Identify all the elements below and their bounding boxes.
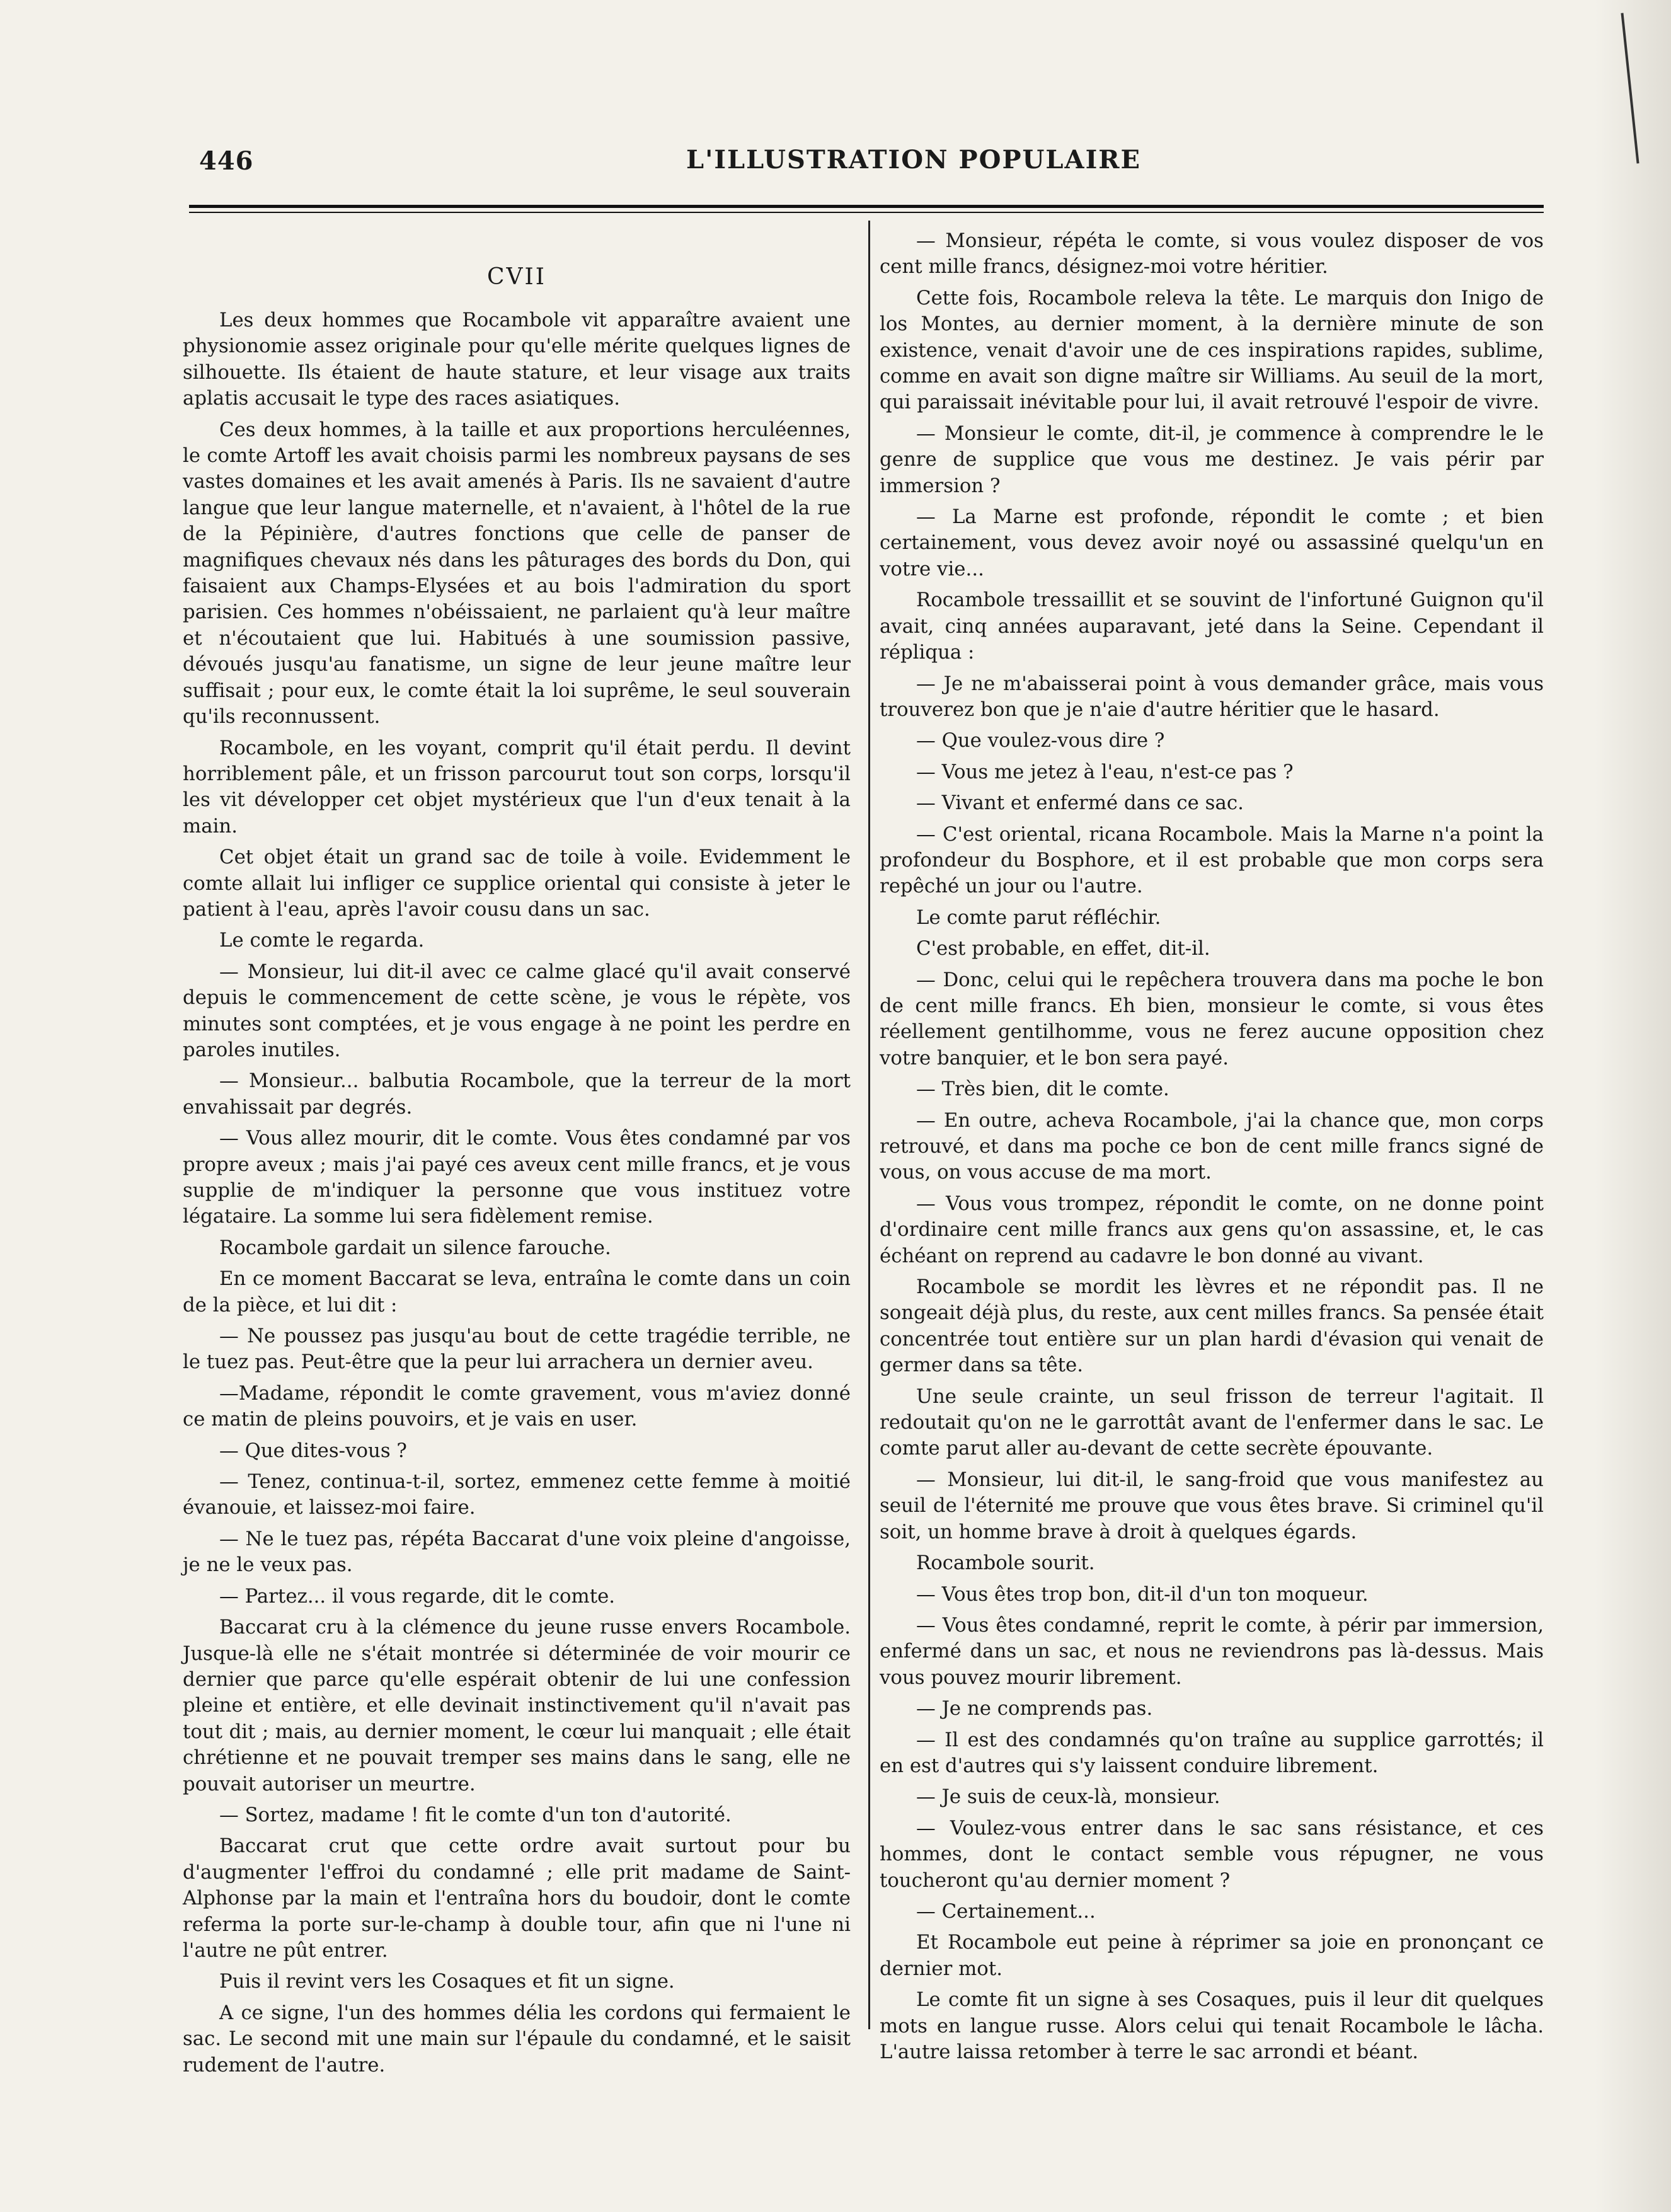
left-column bbox=[183, 263, 851, 2083]
paragraph: — Vivant et enfermé dans ce sac. bbox=[916, 792, 1244, 815]
chapter-heading: CVII bbox=[487, 264, 546, 290]
paragraph: — Il est des condamnés qu'on traîne au supplice garrottés; il en est d'autres qui s'y laissent conduire librement. bbox=[880, 1728, 1544, 1777]
paragraph: Cette fois, Rocambole releva la tête. Le marquis don Inigo de los Montes, au dernier moment, à la dernière minute de son existence, venait d'avoir une de ces inspirations rapides, sublime, comme en avait son digne maître sir Williams. Au seuil de la mort, qui paraissait inévitable pour lui, il avait retrouvé l'espoir de vivre. bbox=[880, 286, 1544, 414]
paragraph: — Monsieur, lui dit-il, le sang-froid que vous manifestez au seuil de l'éternité me prouve que vous êtes brave. Si criminel qu'il soit, un homme brave à droit à quelques égards. bbox=[880, 1468, 1544, 1543]
right-column bbox=[880, 228, 1544, 2070]
paragraph: Le comte parut réfléchir. bbox=[916, 906, 1161, 929]
paragraph: — Partez... il vous regarde, dit le comte. bbox=[219, 1584, 616, 1608]
paragraph: Le comte le regarda. bbox=[219, 929, 425, 952]
page-edge-shadow bbox=[1595, 0, 1671, 2212]
paragraph: — Très bien, dit le comte. bbox=[916, 1078, 1169, 1101]
column-divider bbox=[868, 221, 870, 2029]
paragraph: — Ne poussez pas jusqu'au bout de cette tragédie terrible, ne le tuez pas. Peut-être que la peur lui arrachera un dernier aveu. bbox=[183, 1325, 851, 1374]
paragraph: Cet objet était un grand sac de toile à voile. Evidemment le comte allait lui infliger ce supplice oriental qui consiste à jeter le patient à l'eau, après l'avoir cousu dans un sac. bbox=[183, 846, 851, 921]
paragraph: — Que voulez-vous dire ? bbox=[916, 729, 1165, 752]
paragraph: — En outre, acheva Rocambole, j'ai la chance que, mon corps retrouvé, et dans ma poche ce bon de cent mille francs signé de vous, on vous accuse de ma mort. bbox=[880, 1109, 1544, 1184]
left-paragraphs bbox=[183, 308, 851, 2078]
paragraph: — Je ne m'abaisserai point à vous demander grâce, mais vous trouverez bon que je n'aie d'autre héritier que le hasard. bbox=[880, 672, 1544, 721]
paragraph: — Vous allez mourir, dit le comte. Vous êtes condamné par vos propre aveux ; mais j'ai payé ces aveux cent mille francs, et je vous supplie de m'indiquer la personne que vous instituez votre légataire. La somme lui sera fidèlement remise. bbox=[183, 1127, 851, 1228]
paragraph: — Monsieur, répéta le comte, si vous voulez disposer de vos cent mille francs, désignez-moi votre héritier. bbox=[880, 229, 1544, 279]
paragraph: Rocambole se mordit les lèvres et ne répondit pas. Il ne songeait déjà plus, du reste, aux cent milles francs. Sa pensée était concentrée tout entière sur un plan hardi d'évasion qui venait de germer dans sa tête. bbox=[880, 1276, 1544, 1377]
paragraph: Rocambole sourit. bbox=[916, 1552, 1095, 1575]
paragraph: Rocambole tressaillit et se souvint de l'infortuné Guignon qu'il avait, cinq années auparavant, jeté dans la Seine. Cependant il répliqua : bbox=[880, 589, 1544, 664]
paragraph: — Monsieur, lui dit-il avec ce calme glacé qu'il avait conservé depuis le commencement de cette scène, je vous le répète, vos minutes sont comptées, et je vous engage à ne point les perdre en paroles inutiles. bbox=[183, 960, 851, 1061]
paragraph: Et Rocambole eut peine à réprimer sa joie en prononçant ce dernier mot. bbox=[880, 1931, 1544, 1980]
paragraph: — C'est oriental, ricana Rocambole. Mais la Marne n'a point la profondeur du Bosphore, et il est probable que mon corps sera repêché un jour ou l'autre. bbox=[880, 822, 1544, 898]
paragraph: — Que dites-vous ? bbox=[219, 1439, 407, 1462]
paragraph: C'est probable, en effet, dit-il. bbox=[916, 937, 1210, 960]
paragraph: Rocambole, en les voyant, comprit qu'il était perdu. Il devint horriblement pâle, et un frisson parcourut tout son corps, lorsqu'il les vit développer cet objet mystérieux que l'un d'eux tenait à la main. bbox=[183, 736, 851, 838]
right-paragraphs bbox=[880, 228, 1544, 2065]
paragraph: Baccarat crut que cette ordre avait surtout pour bu d'augmenter l'effroi du condamné ; elle prit madame de Saint-Alphonse par la main et l'entraîna hors du boudoir, dont le comte referma la porte sur-le-champ à double tour, afin que ni l'une ni l'autre ne pût entrer. bbox=[183, 1835, 851, 1962]
paragraph: A ce signe, l'un des hommes délia les cordons qui fermaient le sac. Le second mit une main sur l'épaule du condamné, et le saisit rudement de l'autre. bbox=[183, 2001, 851, 2077]
page-number: 446 bbox=[199, 146, 254, 176]
paragraph: Les deux hommes que Rocambole vit apparaître avaient une physionomie assez originale pour qu'elle mérite quelques lignes de silhouette. Ils étaient de haute stature, et leur visage aux traits aplatis accusait le type des races asiatiques. bbox=[183, 309, 851, 410]
paragraph: — Je ne comprends pas. bbox=[916, 1697, 1153, 1720]
paragraph: — Vous vous trompez, répondit le comte, on ne donne point d'ordinaire cent mille francs aux gens qu'on assassine, et, le cas échéant on reprend au cadavre le bon donné au vivant. bbox=[880, 1192, 1544, 1267]
paragraph: — La Marne est profonde, répondit le comte ; et bien certainement, vous devez avoir noyé ou assassiné quelqu'un en votre vie... bbox=[880, 505, 1544, 580]
paragraph: — Vous me jetez à l'eau, n'est-ce pas ? bbox=[916, 760, 1294, 783]
running-title: L'ILLUSTRATION POPULAIRE bbox=[686, 145, 1142, 175]
header-rule-thin bbox=[189, 212, 1544, 213]
paragraph: En ce moment Baccarat se leva, entraîna le comte dans un coin de la pièce, et lui dit : bbox=[183, 1267, 851, 1316]
paragraph: — Donc, celui qui le repêchera trouvera dans ma poche le bon de cent mille francs. Eh bien, monsieur le comte, si vous êtes réellement gentilhomme, vous ne ferez aucune opposition chez votre banquier, et le bon sera payé. bbox=[880, 968, 1544, 1069]
paragraph: Une seule crainte, un seul frisson de terreur l'agitait. Il redoutait qu'on ne le garrottât avant de l'enfermer dans le sac. Le comte parut aller au-devant de cette secrète épouvante. bbox=[880, 1385, 1544, 1460]
paragraph: — Certainement... bbox=[916, 1899, 1096, 1923]
paragraph: — Sortez, madame ! fit le comte d'un ton d'autorité. bbox=[219, 1803, 732, 1826]
paragraph: — Je suis de ceux-là, monsieur. bbox=[916, 1785, 1220, 1809]
paragraph: — Ne le tuez pas, répéta Baccarat d'une voix pleine d'angoisse, je ne le veux pas. bbox=[183, 1527, 851, 1577]
paragraph: Le comte fit un signe à ses Cosaques, puis il leur dit quelques mots en langue russe. Alors celui qui tenait Rocambole le lâcha. L'autre laissa retomber à terre le sac arrondi et béant. bbox=[880, 1988, 1544, 2063]
paragraph: Rocambole gardait un silence farouche. bbox=[219, 1236, 611, 1259]
paragraph: — Monsieur... balbutia Rocambole, que la terreur de la mort envahissait par degrés. bbox=[183, 1069, 851, 1119]
paragraph: — Vous êtes condamné, reprit le comte, à périr par immersion, enfermé dans un sac, et nous ne reviendrons pas là-dessus. Mais vous pouvez mourir librement. bbox=[880, 1613, 1544, 1689]
paragraph: — Monsieur le comte, dit-il, je commence à comprendre le le genre de supplice que vous me destinez. Je vais périr par immersion ? bbox=[880, 422, 1544, 497]
paragraph: Puis il revint vers les Cosaques et fit un signe. bbox=[219, 1970, 675, 1993]
paragraph: Baccarat cru à la clémence du jeune russe envers Rocambole. Jusque-là elle ne s'était montrée si déterminée de voir mourir ce dernier que parce qu'elle espérait obtenir de lui une confession pleine et entière, et elle devinait instinctivement qu'il n'avait pas tout dit ; mais, au dernier moment, le cœur lui manquait ; elle était chrétienne et ne pouvait tremper ses mains dans le sang, elle ne pouvait autoriser un meurtre. bbox=[183, 1616, 851, 1795]
paragraph: — Voulez-vous entrer dans le sac sans résistance, et ces hommes, dont le contact semble vous répugner, ne vous toucheront qu'au dernier moment ? bbox=[880, 1816, 1544, 1892]
paragraph: — Vous êtes trop bon, dit-il d'un ton moqueur. bbox=[916, 1582, 1369, 1606]
paragraph: Ces deux hommes, à la taille et aux proportions herculéennes, le comte Artoff les avait choisis parmi les nombreux paysans de ses vastes domaines et les avait amenés à Paris. Ils ne savaient d'autre langue que leur langue maternelle, et n'avaient, à l'hôtel de la rue de la Pépinière, d'autres fonctions que celle de panser de magnifiques chevaux nés dans les pâturages des bords du Don, qui faisaient aux Champs-Elysées et au bois l'admiration du sport parisien. Ces hommes n'obéissaient, ne parlaient qu'à leur maître et n'écoutaient que lui. Habitués à une soumission passive, dévoués jusqu'au fanatisme, un signe de leur jeune maître leur suffisait ; pour eux, le comte était la loi suprême, le seul souverain qu'ils reconnussent. bbox=[183, 418, 851, 729]
paragraph: —Madame, répondit le comte gravement, vous m'aviez donné ce matin de pleins pouvoirs, et je vais en user. bbox=[183, 1381, 851, 1431]
paragraph: — Tenez, continua-t-il, sortez, emmenez cette femme à moitié évanouie, et laissez-moi faire. bbox=[183, 1470, 851, 1519]
header-rule-thick bbox=[189, 205, 1544, 208]
